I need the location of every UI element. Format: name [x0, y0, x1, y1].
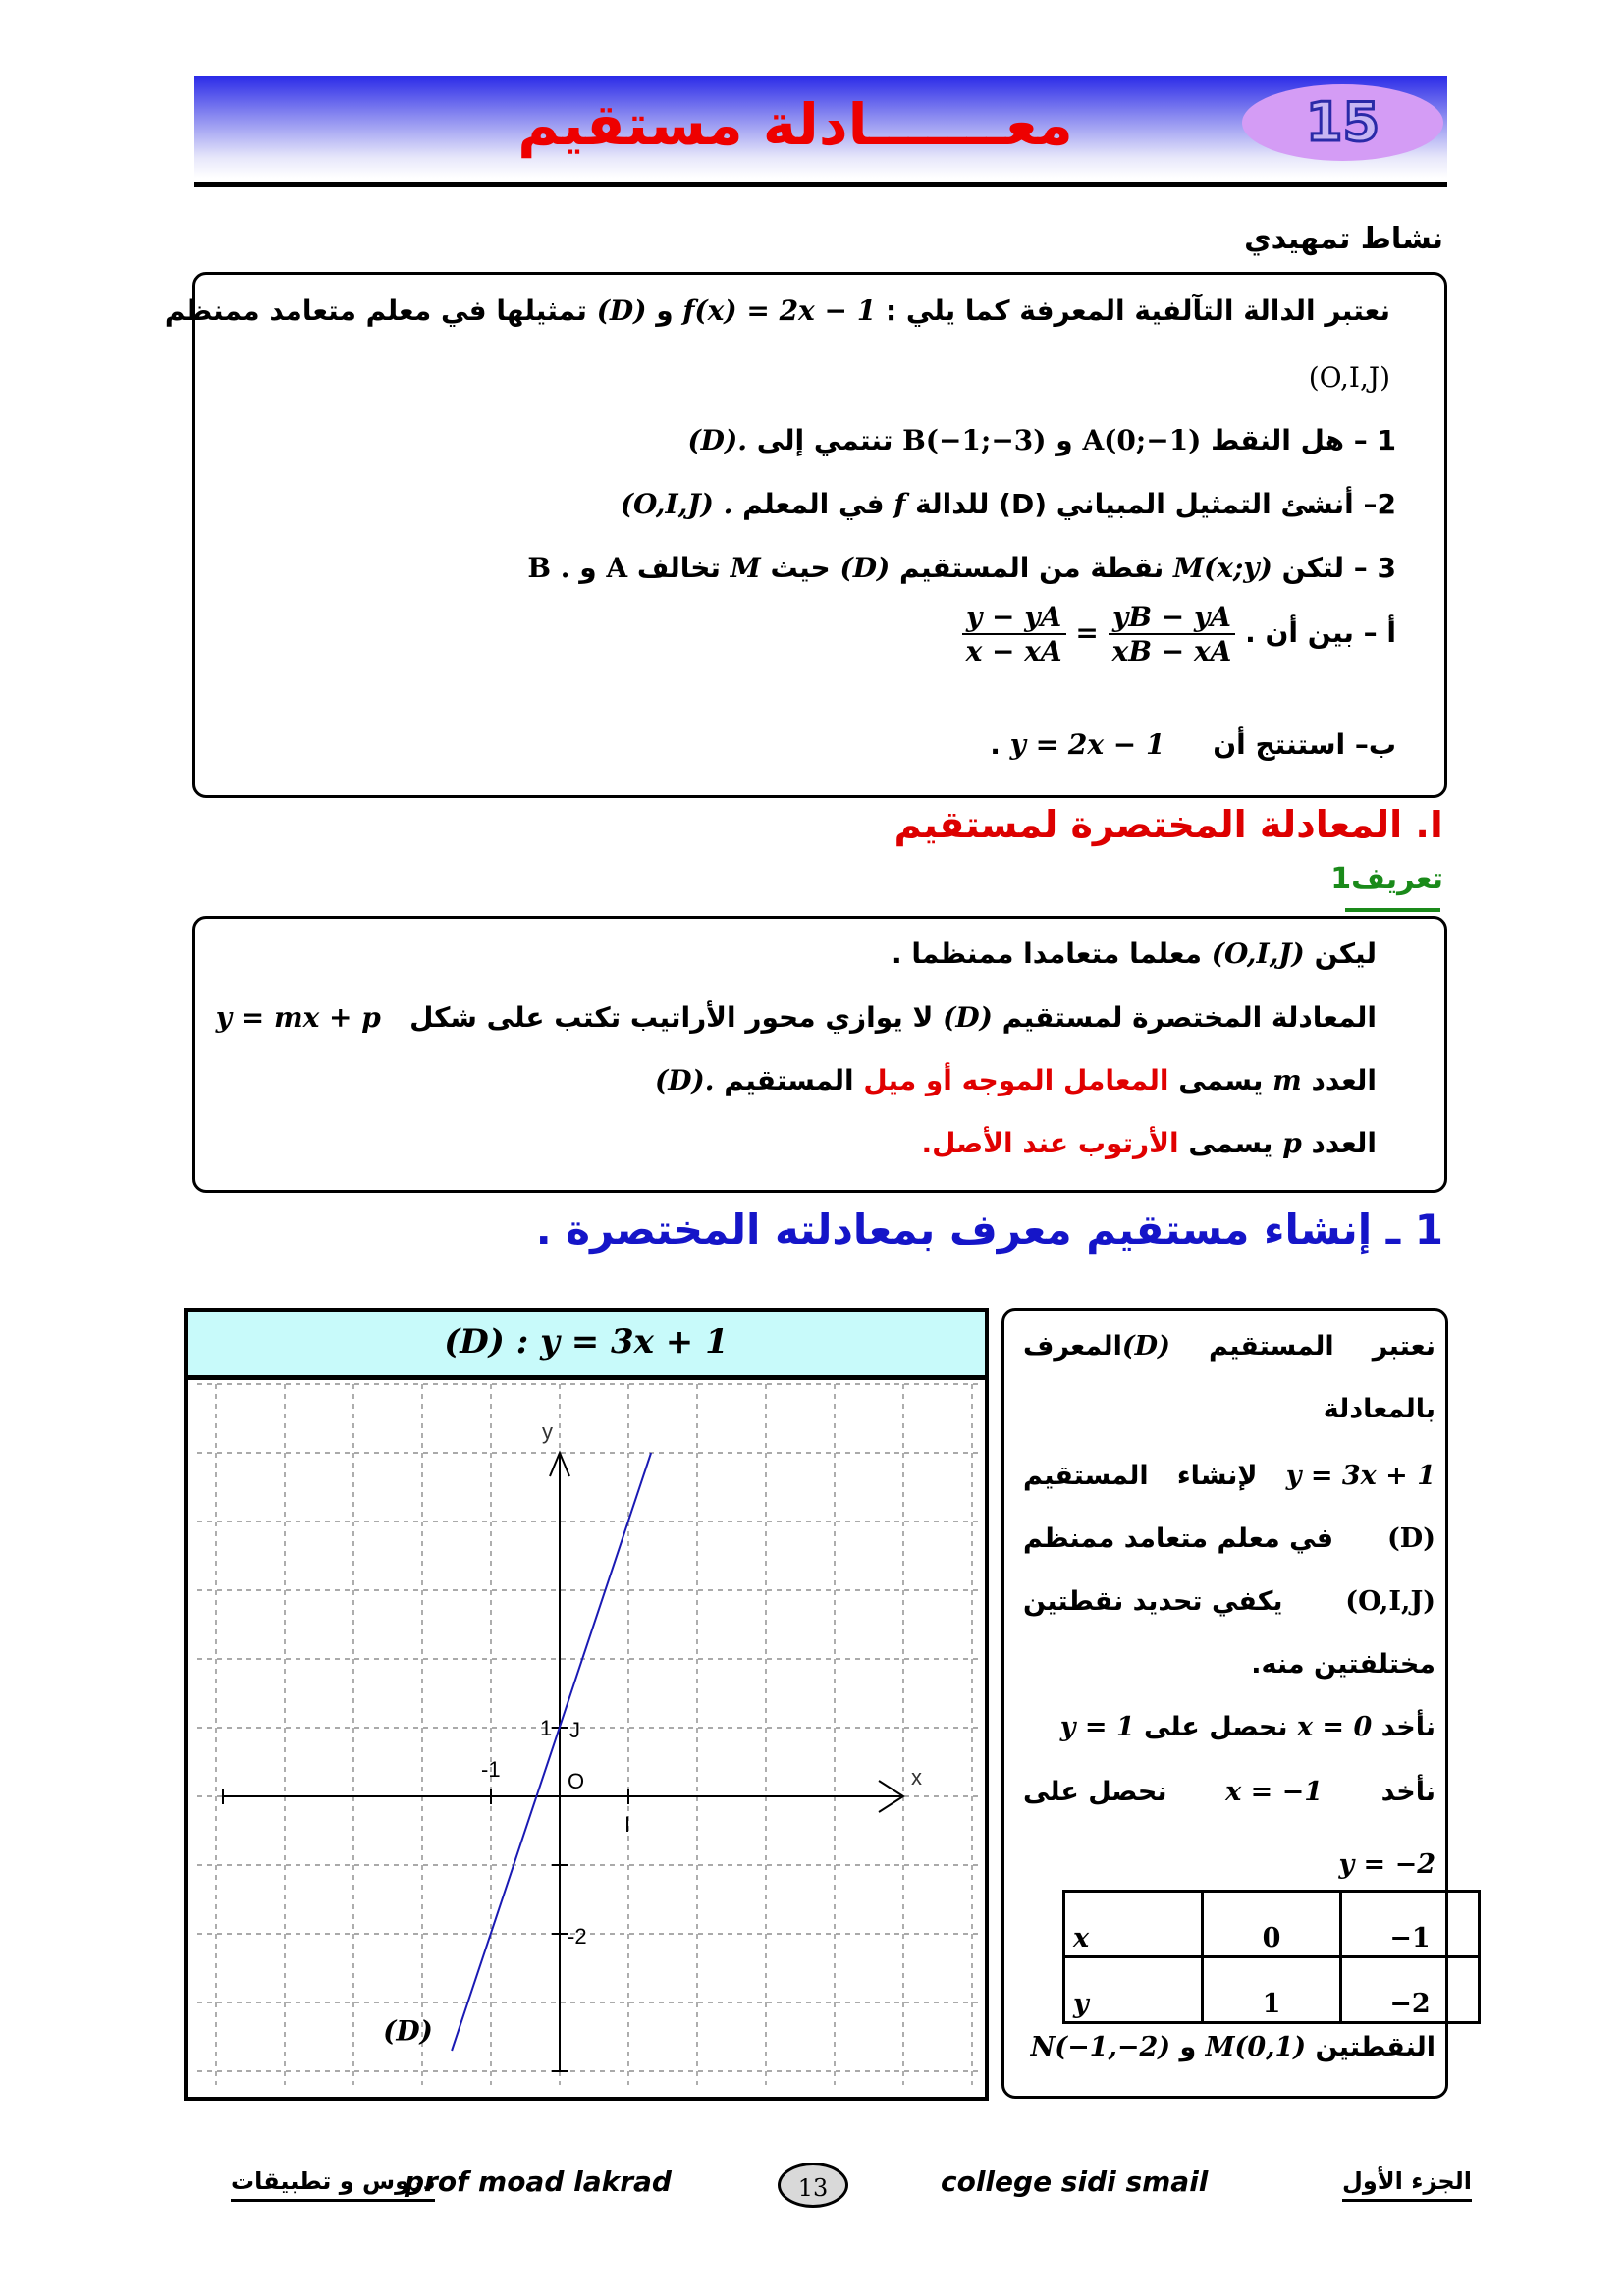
expl1-a: نعتبر	[1372, 1331, 1435, 1362]
qa-label: أ –	[1363, 616, 1396, 649]
expl3-formula: y = 3x + 1	[1285, 1461, 1435, 1491]
def1-frame: (O,I,J)	[1211, 937, 1305, 970]
rhs-numerator: yB − yA	[1109, 601, 1236, 635]
expl8-b: نحصل على	[1023, 1777, 1167, 1807]
q2-f: f	[893, 488, 906, 520]
qb-formula: y = 2x − 1	[1009, 728, 1165, 761]
tick-label-y-neg2: -2	[568, 1924, 587, 1949]
def3-c: المستقيم	[724, 1064, 854, 1096]
q3-number: 3 –	[1353, 552, 1396, 584]
curve-label-d: (D)	[383, 2014, 433, 2048]
page-number: 13	[778, 2163, 848, 2208]
table-cell: −2	[1341, 1957, 1480, 2023]
def2-b: لا يوازي محور الأراتيب تكتب على شكل	[409, 1001, 934, 1034]
q3-d: (D)	[839, 552, 891, 584]
header-rule	[194, 182, 1447, 187]
intro-frame: (O,I,J)	[1308, 361, 1390, 394]
q3-m2: M	[730, 552, 761, 584]
expl4-text: في معلم متعامد ممنظم	[1023, 1523, 1334, 1554]
line-d	[452, 1453, 651, 2051]
points-and: و	[1179, 2032, 1197, 2062]
values-table	[1062, 1890, 1481, 2024]
q3-b: B .	[527, 552, 570, 584]
tick-label-i: I	[624, 1812, 631, 1837]
page-title: معـــــــادلة مستقيم	[517, 91, 1073, 158]
table-cell: 1	[1203, 1957, 1341, 2023]
def1-a: ليكن	[1314, 937, 1377, 970]
y-axis-label: y	[542, 1419, 553, 1444]
footer-right-label: الجزء الأول	[1342, 2167, 1472, 2202]
qa-equals: =	[1075, 616, 1099, 649]
chapter-number: 15	[1305, 91, 1380, 153]
def2-d: (D)	[943, 1001, 993, 1034]
expl-line-6: مختلفتين منه.	[1251, 1649, 1435, 1680]
grid	[197, 1384, 978, 2085]
tick-label-j: J	[569, 1718, 580, 1742]
expl5-text: يكفي تحديد نقطتين	[1023, 1586, 1283, 1617]
question-3a	[962, 601, 1396, 667]
def3-d: (D).	[655, 1064, 715, 1096]
axes	[223, 1453, 903, 2071]
question-1	[687, 424, 1396, 456]
question-2	[621, 488, 1396, 520]
def-line-1	[892, 937, 1377, 970]
def3-a: العدد	[1311, 1064, 1377, 1096]
q2-number: 2–	[1363, 488, 1396, 520]
expl-line-2: بالمعادلة	[1323, 1394, 1435, 1424]
definition-label: تعريف1	[1330, 862, 1443, 896]
q1-and: و	[1056, 424, 1073, 456]
expl7-b: نحصل على	[1144, 1712, 1288, 1742]
q3-where: حيث	[770, 552, 831, 584]
expl8-a: نأخد	[1380, 1777, 1435, 1807]
expl-line-4	[1023, 1523, 1435, 1554]
expl1-b: المستقيم	[1209, 1331, 1334, 1362]
expl-line-8	[1023, 1777, 1435, 1807]
lhs-numerator: y − yA	[962, 601, 1066, 635]
q2-frame: (O,I,J) .	[620, 488, 733, 520]
def4-p: p	[1282, 1127, 1302, 1159]
q3-m: M(x;y)	[1173, 552, 1272, 584]
table-cell: 0	[1203, 1892, 1341, 1957]
q1-number: 1 –	[1353, 424, 1396, 456]
expl7-a: نأخد	[1380, 1712, 1435, 1742]
question-3	[527, 552, 1396, 584]
rhs-denominator: xB − xA	[1111, 635, 1232, 667]
def3-m: m	[1272, 1064, 1302, 1096]
def2-a: المعادلة المختصرة لمستقيم	[1001, 1001, 1377, 1034]
question-3b	[990, 728, 1396, 761]
q1-rest: تنتمي إلى	[756, 424, 893, 456]
table-cell: −1	[1341, 1892, 1480, 1957]
x-axis-label: x	[911, 1765, 922, 1789]
q1-d: (D).	[687, 424, 747, 456]
intro-text: نعتبر الدالة التآلفية المعرفة كما يلي :	[885, 294, 1390, 327]
qb-text: استنتج أن	[1213, 728, 1346, 761]
q3-a: A	[606, 552, 628, 584]
expl-points	[1031, 2032, 1435, 2062]
point-m: M(0,1)	[1205, 2032, 1307, 2062]
table-cell: y	[1064, 1957, 1203, 2023]
def3-b: يسمى	[1178, 1064, 1264, 1096]
origin-label: O	[568, 1769, 585, 1793]
expl4-d: (D)	[1387, 1523, 1435, 1554]
q3-text: لتكن	[1281, 552, 1345, 584]
def-line-4	[921, 1127, 1377, 1159]
intro-d: (D)	[596, 294, 647, 327]
q3-and: و	[579, 552, 597, 584]
qa-formula	[962, 601, 1256, 667]
points-text: النقطتين	[1315, 2032, 1435, 2062]
expl7-y: y = 1	[1059, 1712, 1135, 1742]
footer-school: college sidi smail	[941, 2165, 1209, 2198]
definition-underline	[1345, 908, 1440, 912]
def-line-2	[216, 1001, 1377, 1034]
activity-intro	[165, 294, 1390, 327]
def1-b: معلما متعامدا ممنظما .	[891, 937, 1202, 970]
qa-end: .	[1245, 616, 1256, 649]
expl1-c: المعرف	[1023, 1331, 1122, 1362]
expl5-frame: (O,I,J)	[1345, 1586, 1435, 1617]
qb-label: ب–	[1354, 728, 1396, 761]
rhs-fraction	[1109, 601, 1236, 667]
activity-title: نشاط تمهيدي	[1244, 222, 1443, 256]
footer-left-label: دروس و تطبيقات	[231, 2167, 435, 2202]
lhs-denominator: x − xA	[965, 635, 1062, 667]
tick-label-x-neg1: -1	[481, 1757, 501, 1782]
def4-intercept-term: الأرتوب عند الأصل.	[921, 1127, 1179, 1159]
point-n: N(−1,−2)	[1030, 2032, 1171, 2062]
qb-end: .	[990, 728, 1001, 761]
expl-line-1	[1023, 1331, 1435, 1362]
expl3-b: المستقيم	[1023, 1461, 1149, 1491]
graph-equation: (D) : y = 3x + 1	[444, 1322, 729, 1362]
def2-formula: y = mx + p	[215, 1001, 381, 1034]
table-row	[1064, 1892, 1480, 1957]
graph-plot	[188, 1380, 985, 2093]
q1-text: هل النقط	[1211, 424, 1345, 456]
def3-slope-term: المعامل الموجه أو ميل	[863, 1064, 1169, 1096]
qa-text: بين أن	[1265, 616, 1354, 649]
q3-rest: تخالف	[636, 552, 721, 584]
table-cell: x	[1064, 1892, 1203, 1957]
expl-line-9: y = −2	[1338, 1849, 1435, 1880]
expl3-a: لإنشاء	[1176, 1461, 1258, 1491]
intro-rest: تمثيلها في معلم متعامد ممنظم	[164, 294, 587, 327]
lhs-fraction	[962, 601, 1066, 667]
def-line-3	[655, 1064, 1377, 1096]
activity-box	[192, 272, 1447, 798]
q3-mid: نقطة من المستقيم	[898, 552, 1164, 584]
tick-label-y-1: 1	[540, 1716, 553, 1740]
intro-formula: f(x) = 2x − 1	[682, 294, 877, 327]
q2-rest: في المعلم	[742, 488, 885, 520]
q2-text: أنشئ التمثيل المبياني (D) للدالة	[915, 488, 1354, 520]
intro-and: و	[656, 294, 674, 327]
def4-a: العدد	[1311, 1127, 1377, 1159]
expl-line-5	[1023, 1586, 1435, 1617]
table-row	[1064, 1957, 1480, 2023]
q1-point-b: B(−1;−3)	[902, 424, 1047, 456]
def4-b: يسمى	[1188, 1127, 1273, 1159]
expl-line-3	[1023, 1461, 1435, 1491]
expl8-x: x = −1	[1225, 1777, 1324, 1807]
q1-point-a: A(0;−1)	[1082, 424, 1202, 456]
section-title: I. المعادلة المختصرة لمستقيم	[893, 803, 1443, 846]
expl1-d: (D)	[1121, 1331, 1170, 1362]
expl-line-7	[1060, 1712, 1435, 1742]
footer-author: prof moad lakrad	[405, 2165, 672, 2198]
expl7-x: x = 0	[1296, 1712, 1373, 1742]
subsection-title: 1 ـ إنشاء مستقيم معرف بمعادلته المختصرة .	[535, 1205, 1443, 1254]
